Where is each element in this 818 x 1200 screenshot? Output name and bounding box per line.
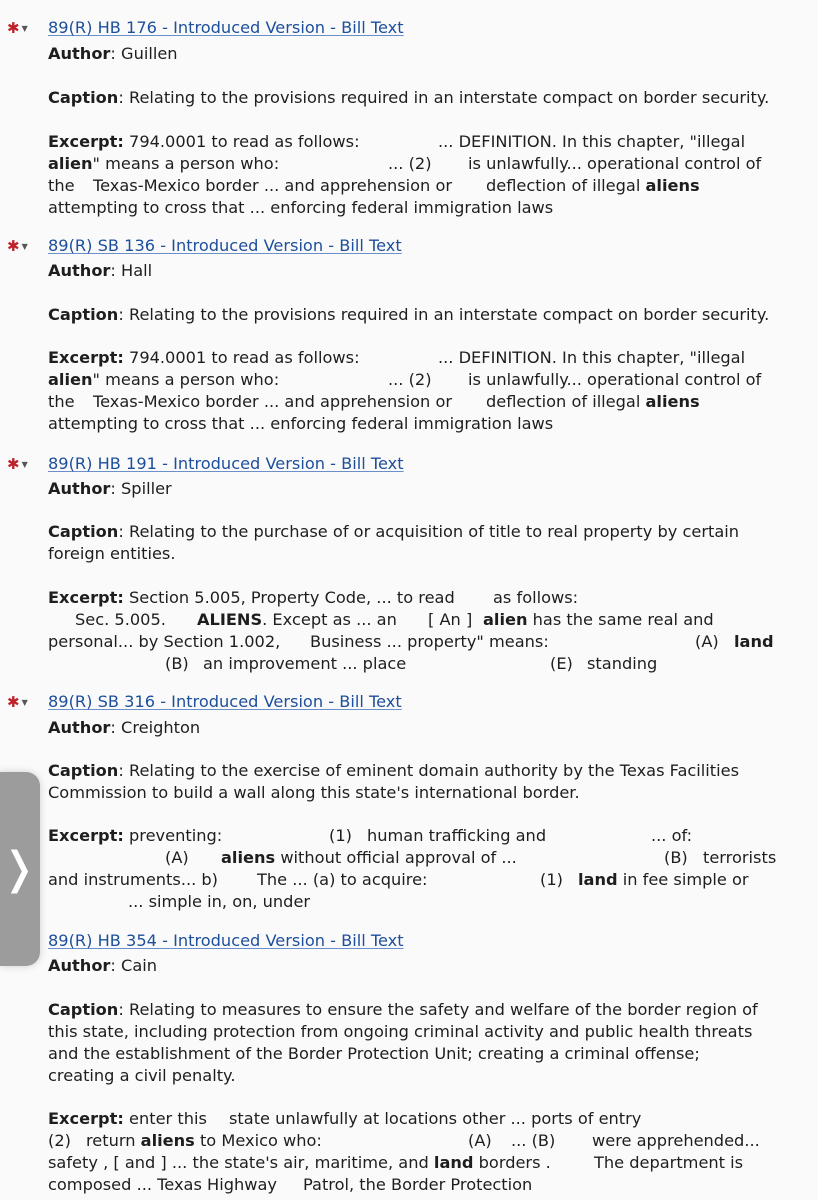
- caption-text: Relating to the purchase of or acquisition of title to real property by certain: [128, 522, 740, 541]
- excerpt-text: Texas-Mexico border ... and apprehension or: [93, 176, 453, 195]
- bill-text-link[interactable]: 89(R) SB 136 - Introduced Version - Bill Text: [48, 236, 402, 255]
- excerpt-line: [48, 587, 455, 609]
- excerpt-text: 794.0001 to read as follows:: [129, 132, 360, 151]
- excerpt-text: has the same real and: [527, 610, 714, 629]
- caption-label: Caption: [48, 88, 119, 107]
- excerpt-text: human trafficking and: [367, 826, 547, 845]
- excerpt-line: [48, 825, 222, 847]
- excerpt-text: [221, 847, 517, 869]
- excerpt-text: . Except as ... an: [262, 610, 397, 629]
- excerpt-text: standing: [587, 654, 658, 673]
- caption-text: this state, including protection from ongoing criminal activity and public health threats: [48, 1022, 753, 1041]
- excerpt-text: deflection of illegal: [486, 392, 646, 411]
- excerpt-text: The ... (a) to acquire:: [257, 870, 428, 889]
- highlight-term: ALIENS: [197, 610, 263, 629]
- caption-text: foreign entities.: [48, 544, 176, 563]
- excerpt-text: attempting to cross that ... enforcing federal immigration laws: [48, 414, 554, 433]
- caption-line: Caption: Relating to the provisions required in an interstate compact on border security.: [48, 305, 770, 324]
- caption-text: and the establishment of the Border Protection Unit; creating a criminal offense;: [48, 1044, 700, 1063]
- excerpt-label: Excerpt:: [48, 1109, 124, 1128]
- excerpt-text: (A): [468, 1131, 492, 1150]
- excerpt-text: ... DEFINITION. In this chapter, "illegal: [438, 132, 746, 151]
- bill-text-link[interactable]: 89(R) HB 191 - Introduced Version - Bill Text: [48, 454, 404, 473]
- excerpt-text: (B): [165, 654, 189, 673]
- caption-line: Caption: Relating to the provisions required in an interstate compact on border security.: [48, 88, 770, 107]
- excerpt-text: composed ... Texas Highway: [48, 1175, 277, 1194]
- author-line: Author: Hall: [48, 261, 153, 280]
- caption-label: Caption: [48, 1000, 119, 1019]
- author-name: Guillen: [121, 44, 178, 63]
- excerpt-label: Excerpt:: [48, 132, 124, 151]
- highlight-term: alien: [483, 610, 528, 629]
- excerpt-text: deflection of illegal: [486, 176, 646, 195]
- texas-flag-menu-icon[interactable]: ✱ ▼: [7, 454, 28, 473]
- excerpt-text: [486, 391, 700, 413]
- excerpt-text: ... (2): [388, 154, 432, 173]
- author-name: Creighton: [121, 718, 201, 737]
- excerpt-text: (2): [48, 1131, 71, 1150]
- expand-side-panel-button[interactable]: [0, 772, 40, 966]
- excerpt-text: (A): [695, 632, 719, 651]
- excerpt-text: " means a person who:: [92, 154, 280, 173]
- excerpt-label: Excerpt:: [48, 348, 124, 367]
- author-label: Author: [48, 718, 111, 737]
- excerpt-text: is unlawfully... operational control of: [468, 370, 762, 389]
- excerpt-text: personal... by Section 1.002,: [48, 632, 281, 651]
- caption-label: Caption: [48, 761, 119, 780]
- excerpt-text: to Mexico who:: [194, 1131, 322, 1150]
- excerpt-text: [578, 869, 749, 891]
- highlight-term: aliens: [645, 392, 700, 411]
- excerpt-text: (1): [329, 826, 352, 845]
- excerpt-text: [48, 369, 279, 391]
- excerpt-text: [483, 609, 714, 631]
- excerpt-label: Excerpt:: [48, 588, 124, 607]
- excerpt-text: state unlawfully at locations other ... ports of entry: [229, 1109, 642, 1128]
- bill-text-link[interactable]: 89(R) HB 176 - Introduced Version - Bill Text: [48, 18, 404, 37]
- excerpt-text: ... DEFINITION. In this chapter, "illegal: [438, 348, 746, 367]
- highlight-term: aliens: [140, 1131, 195, 1150]
- excerpt-text: were apprehended...: [592, 1131, 760, 1150]
- caption-text: creating a civil penalty.: [48, 1066, 236, 1085]
- excerpt-text: return: [86, 1131, 141, 1150]
- caption-line: Caption: Relating to the purchase of or acquisition of title to real property by certain: [48, 522, 740, 541]
- caption-text: Relating to the provisions required in an interstate compact on border security.: [128, 88, 770, 107]
- caption-text: Commission to build a wall along this state's international border.: [48, 783, 580, 802]
- excerpt-text: [86, 1130, 322, 1152]
- excerpt-text: (1): [540, 870, 563, 889]
- bill-text-link[interactable]: 89(R) SB 316 - Introduced Version - Bill Text: [48, 692, 402, 711]
- highlight-term: aliens: [645, 176, 700, 195]
- highlight-term: land: [578, 870, 618, 889]
- highlight-term: alien: [48, 154, 93, 173]
- excerpt-line: [48, 1108, 207, 1130]
- excerpt-text: attempting to cross that ... enforcing federal immigration laws: [48, 198, 554, 217]
- excerpt-text: Sec. 5.005.: [75, 610, 166, 629]
- bill-text-link[interactable]: 89(R) HB 354 - Introduced Version - Bill Text: [48, 931, 404, 950]
- caption-line: Caption: Relating to the exercise of eminent domain authority by the Texas Facilities: [48, 761, 740, 780]
- author-line: Author: Cain: [48, 956, 158, 975]
- excerpt-text: enter this: [129, 1109, 207, 1128]
- author-line: Author: Creighton: [48, 718, 201, 737]
- excerpt-text: (B): [664, 848, 688, 867]
- excerpt-text: ... simple in, on, under: [128, 892, 311, 911]
- excerpt-text: is unlawfully... operational control of: [468, 154, 762, 173]
- caption-text: Relating to the provisions required in an interstate compact on border security.: [128, 305, 770, 324]
- excerpt-text: preventing:: [129, 826, 223, 845]
- caption-line: Caption: Relating to measures to ensure the safety and welfare of the border region of: [48, 1000, 758, 1019]
- author-name: Hall: [121, 261, 153, 280]
- excerpt-text: Section 5.005, Property Code, ... to read: [129, 588, 455, 607]
- caption-label: Caption: [48, 522, 119, 541]
- highlight-term: land: [433, 1153, 474, 1172]
- excerpt-line: [48, 347, 360, 369]
- excerpt-text: borders .: [473, 1153, 551, 1172]
- excerpt-text: [486, 175, 700, 197]
- excerpt-text: an improvement ... place: [203, 654, 407, 673]
- texas-flag-menu-icon[interactable]: ✱ ▼: [7, 692, 28, 711]
- excerpt-text: The department is: [594, 1153, 744, 1172]
- excerpt-label: Excerpt:: [48, 826, 124, 845]
- author-name: Cain: [121, 956, 158, 975]
- excerpt-text: Texas-Mexico border ... and apprehension or: [93, 392, 453, 411]
- highlight-term: aliens: [221, 848, 276, 867]
- excerpt-text: Business ... property" means:: [310, 632, 549, 651]
- excerpt-text: ... (B): [511, 1131, 556, 1150]
- excerpt-text: [197, 609, 397, 631]
- highlight-term: alien: [48, 370, 93, 389]
- texas-flag-menu-icon[interactable]: ✱ ▼: [7, 18, 28, 37]
- excerpt-text: safety , [ and ] ... the state's air, maritime, and: [48, 1153, 434, 1172]
- excerpt-line: [48, 131, 360, 153]
- chevron-right-icon: ❭: [0, 843, 38, 894]
- excerpt-text: ... of:: [651, 826, 693, 845]
- excerpt-text: ... (2): [388, 370, 432, 389]
- author-label: Author: [48, 479, 111, 498]
- caption-text: Relating to the exercise of eminent domain authority by the Texas Facilities: [128, 761, 740, 780]
- texas-flag-menu-icon[interactable]: ✱ ▼: [7, 236, 28, 255]
- excerpt-text: [ An ]: [428, 610, 473, 629]
- excerpt-text: and instruments... b): [48, 870, 218, 889]
- excerpt-text: (E): [550, 654, 573, 673]
- author-label: Author: [48, 956, 111, 975]
- author-label: Author: [48, 44, 111, 63]
- caption-label: Caption: [48, 305, 119, 324]
- excerpt-text: as follows:: [493, 588, 579, 607]
- author-line: Author: Spiller: [48, 479, 172, 498]
- author-label: Author: [48, 261, 111, 280]
- excerpt-text: Patrol, the Border Protection: [303, 1175, 533, 1194]
- excerpt-text: [48, 153, 279, 175]
- author-line: Author: Guillen: [48, 44, 178, 63]
- excerpt-text: terrorists: [703, 848, 777, 867]
- excerpt-text: in fee simple or: [617, 870, 749, 889]
- excerpt-text: without official approval of ...: [275, 848, 517, 867]
- excerpt-text: the: [48, 176, 75, 195]
- highlight-term: land: [734, 632, 774, 651]
- excerpt-text: 794.0001 to read as follows:: [129, 348, 360, 367]
- excerpt-text: [48, 1152, 551, 1174]
- author-name: Spiller: [121, 479, 172, 498]
- excerpt-text: the: [48, 392, 75, 411]
- caption-text: Relating to measures to ensure the safety and welfare of the border region of: [128, 1000, 758, 1019]
- highlight-term: [734, 631, 774, 653]
- excerpt-text: " means a person who:: [92, 370, 280, 389]
- excerpt-text: (A): [165, 848, 189, 867]
